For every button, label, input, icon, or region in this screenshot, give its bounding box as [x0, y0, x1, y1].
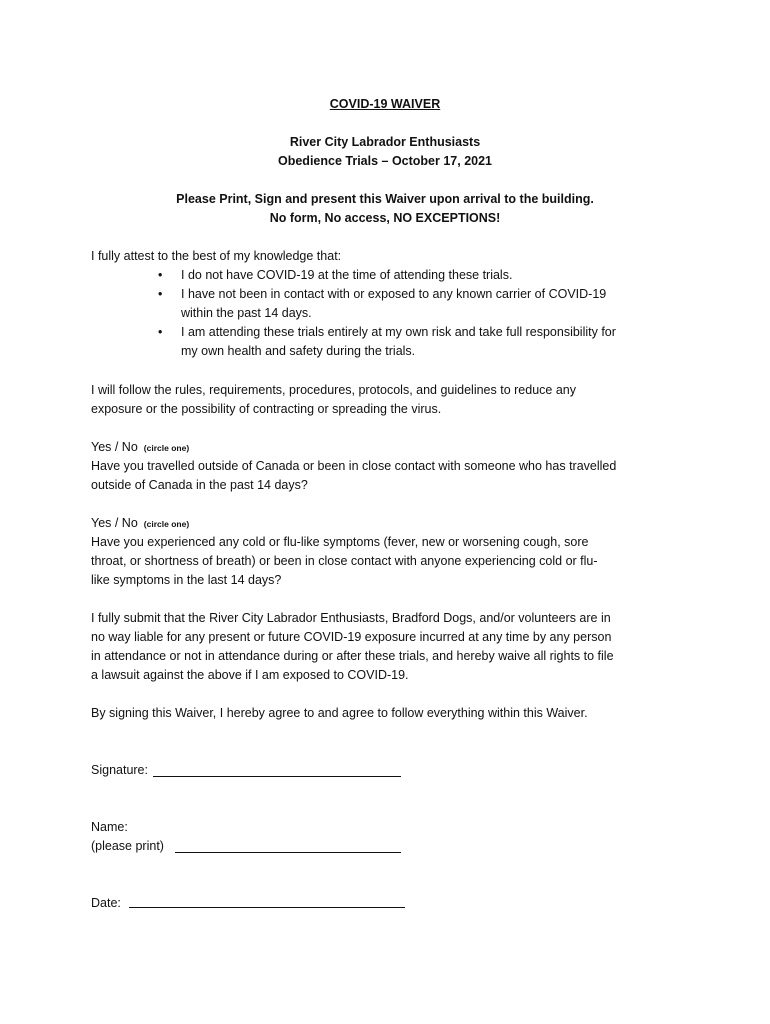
name-label: Name:: [91, 820, 128, 834]
travel-yes-no-row[interactable]: [91, 438, 189, 458]
liability-line-2: no way liable for any present or future COVID-19 exposure incurred at any time by any person: [91, 630, 612, 644]
document-title: COVID-19 WAIVER: [329, 97, 441, 111]
bullet-icon: •: [158, 268, 163, 282]
follow-rules-line-1: I will follow the rules, requirements, procedures, protocols, and guidelines to reduce any: [91, 383, 576, 397]
symptoms-question-line-1: Have you experienced any cold or flu-like symptoms (fever, new or worsening cough, sore: [91, 535, 589, 549]
attest-item-2-line-2: within the past 14 days.: [181, 306, 312, 320]
symptoms-question-line-3: like symptoms in the last 14 days?: [91, 573, 282, 587]
attest-intro: I fully attest to the best of my knowledge that:: [91, 249, 342, 263]
instruction-line-2: No form, No access, NO EXCEPTIONS!: [269, 211, 501, 225]
travel-yes-no[interactable]: Yes / No: [91, 440, 138, 454]
bullet-icon: •: [158, 325, 163, 339]
name-line[interactable]: [175, 852, 401, 853]
event-name: Obedience Trials – October 17, 2021: [278, 154, 492, 168]
signature-line[interactable]: [153, 776, 401, 777]
liability-line-4: a lawsuit against the above if I am exposed to COVID-19.: [91, 668, 409, 682]
travel-question-line-2: outside of Canada in the past 14 days?: [91, 478, 308, 492]
instruction-line-1: Please Print, Sign and present this Waiver upon arrival to the building.: [176, 192, 594, 206]
signature-label: Signature:: [91, 763, 148, 777]
symptoms-question-line-2: throat, or shortness of breath) or been in close contact with anyone experiencing cold or flu-: [91, 554, 598, 568]
agreement-text: By signing this Waiver, I hereby agree to and agree to follow everything within this Waiver.: [91, 706, 588, 720]
attest-item-3-line-2: my own health and safety during the trials.: [181, 344, 416, 358]
travel-question-line-1: Have you travelled outside of Canada or been in close contact with someone who has travelled: [91, 459, 617, 473]
organization-name: River City Labrador Enthusiasts: [289, 135, 481, 149]
attest-item-2-line-1: I have not been in contact with or exposed to any known carrier of COVID-19: [181, 287, 607, 301]
symptoms-yes-no-row[interactable]: [91, 514, 189, 534]
bullet-icon: •: [158, 287, 163, 301]
date-label: Date:: [91, 896, 121, 910]
liability-line-3: in attendance or not in attendance during or after these trials, and hereby waive all rights to file: [91, 649, 614, 663]
attest-item-3-line-1: I am attending these trials entirely at my own risk and take full responsibility for: [181, 325, 616, 339]
symptoms-yes-no[interactable]: Yes / No: [91, 516, 138, 530]
name-sub-label: (please print): [91, 839, 164, 853]
date-line[interactable]: [129, 907, 405, 908]
symptoms-circle-note: (circle one): [143, 519, 190, 529]
travel-circle-note: (circle one): [143, 443, 190, 453]
attest-item-1: I do not have COVID-19 at the time of attending these trials.: [181, 268, 513, 282]
follow-rules-line-2: exposure or the possibility of contracting or spreading the virus.: [91, 402, 442, 416]
liability-line-1: I fully submit that the River City Labrador Enthusiasts, Bradford Dogs, and/or volunteers are in: [91, 611, 611, 625]
